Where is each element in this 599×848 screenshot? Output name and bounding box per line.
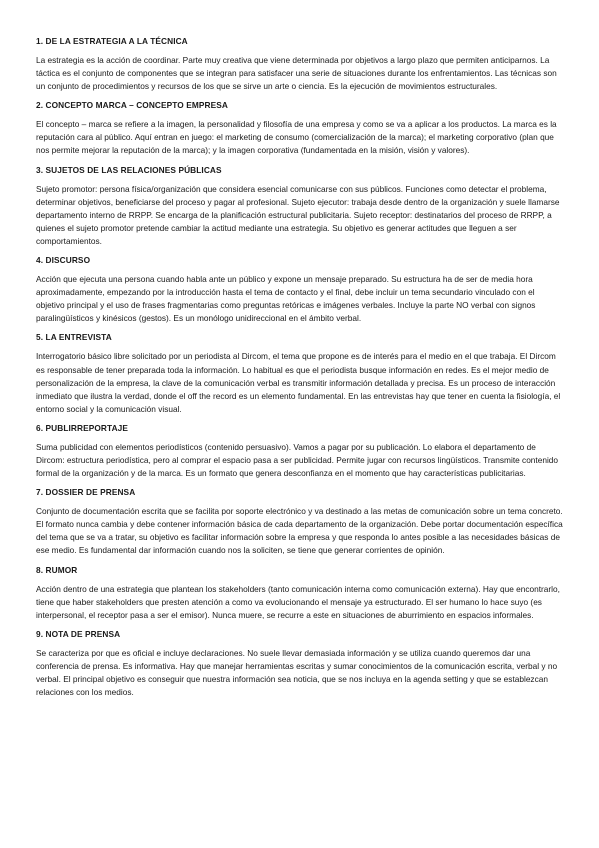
section-body: El concepto – marca se refiere a la imagen, la personalidad y filosofía de una empresa y como se va a aplicar a los productos. La marca es la reputación cara al público. Aquí entran en juego: el marketing de consumo (comercialización de la marca); el marketing corporativo (plan que nos permite mejorar la reputación de la marca); y la imagen corporativa (fundamentada en la misión, visión y valores). [36,119,557,156]
section-heading: 8. RUMOR [36,564,78,575]
section-heading: 9. NOTA DE PRENSA [36,628,121,639]
section-body: Acción dentro de una estrategia que plantean los stakeholders (tanto comunicación interna como comunicación externa). Hay que encontrarlo, tiene que haber stakeholders que presten atención a como va evolucionando el mensaje ya estructurado. El ser humano lo hace suyo (es interpersonal, el receptor pasa a ser el emisor). Nunca muere, se recurre a este en situaciones de aburrimiento en espacios informales. [36,583,560,620]
section-body: Sujeto promotor: persona física/organización que considera esencial comunicarse con sus públicos. Funciones como detectar el problema, determinar objetivos, beneficiarse del proceso y pagar al profesional. Sujeto ejecutor: trabaja desde dentro de la organización y suele llamarse departamento interno de RRPP. Se encarga de la planificación estructural publicitaria. Sujeto receptor: destinatarios del proceso de RRPP, a quienes el sujeto promotor pretende cambiar la actitud mediante una estrategia. Su objetivo es generar actitudes que lleguen a ser comportamientos. [36,183,560,246]
section-body: La estrategia es la acción de coordinar. Parte muy creativa que viene determinada por objetivos a largo plazo que permiten anticiparnos. La táctica es el conjunto de componentes que se integran para satisfacer una serie de situaciones durante los enfrentamientos. Las técnicas son un conjunto de procedimientos y recursos de los que se sirve un arte o ciencia. Es la ejecución de movimientos estructurales. [36,55,557,92]
section-estrategia [36,36,563,93]
section-heading: 2. CONCEPTO MARCA – CONCEPTO EMPRESA [36,100,228,111]
section-discurso [36,255,563,325]
section-heading: 7. DOSSIER DE PRENSA [36,487,136,498]
section-heading: 6. PUBLIRREPORTAJE [36,422,129,433]
section-sujetos [36,165,563,248]
section-entrevista [36,332,563,415]
section-publirreportaje [36,423,563,480]
section-body: Suma publicidad con elementos periodísticos (contenido persuasivo). Vamos a pagar por su publicación. Lo elabora el departamento de Dircom: estructura periodística, pero al comprar el espacio pasa a ser publicidad. Permite jugar con recursos lingüísticos. Transmite contenido formal de la organización y de la marca. Es un formato que genera desconfianza en el momento que hay características publicitarias. [36,441,559,479]
section-heading: 5. LA ENTREVISTA [36,332,112,343]
section-body: Se caracteriza por que es oficial e incluye declaraciones. No suele llevar demasiada información y se utiliza cuando queremos dar una conferencia de prensa. Es informativa. Hay que manejar herramientas escritas y sumar conocimientos de la comunicación escrita, verbal y no verbal. El principal objetivo es conseguir que nuestra información sea noticia, que se nos incluya en la agenda setting y que se establezcan relaciones con los medios. [36,647,558,698]
section-body: Acción que ejecuta una persona cuando habla ante un público y expone un mensaje preparado. Su estructura ha de ser de media hora aproximadamente, empezando por la introducción hasta el tema de contacto y el final, debe incluir un tema secundario vinculado con el objetivo principal y el uso de frases fragmentarias como preguntas retóricas e imágenes verbales. Incluye la parte NO verbal con signos paralingüísticos y kinésicos (gestos). Es un monólogo unidireccional en el ámbito verbal. [36,274,536,324]
section-concepto-marca [36,100,563,157]
section-heading: 3. SUJETOS DE LAS RELACIONES PÚBLICAS [36,164,222,175]
section-nota-prensa [36,629,563,699]
section-rumor [36,565,563,622]
section-dossier [36,487,563,557]
section-heading: 1. DE LA ESTRATEGIA A LA TÉCNICA [36,36,188,46]
section-body: Conjunto de documentación escrita que se facilita por soporte electrónico y va destinado a las metas de comunicación sobre un tema concreto. El formato nunca cambia y debe contener información básica de cada departamento de la organización. Debe portar documentación específica del tema que se va a tratar, su objetivo es facilitar información sobre la empresa y que responda lo antes posible a las necesidades básicas de ese medio. Es fundamental dar información cuando nos la soliciten, se tiene que generar corrientes de opinión. [36,506,563,556]
section-body: Interrogatorio básico libre solicitado por un periodista al Dircom, el tema que propone es de interés para el medio en el que trabaja. El Dircom es responsable de tener preparada toda la información. Lo habitual es que el periodista busque información en redes. Es el mejor medio de personalización de la empresa, la clave de la comunicación verbal es transmitir información detallada y precisa. Es un proceso de interacción inmediato que ilustra la verdad, donde el off the record es un elemento fundamental. En las entrevistas hay que tener en cuenta la fisiología, el entorno social y la comunicación visual. [36,351,561,414]
section-heading: 4. DISCURSO [36,255,91,266]
